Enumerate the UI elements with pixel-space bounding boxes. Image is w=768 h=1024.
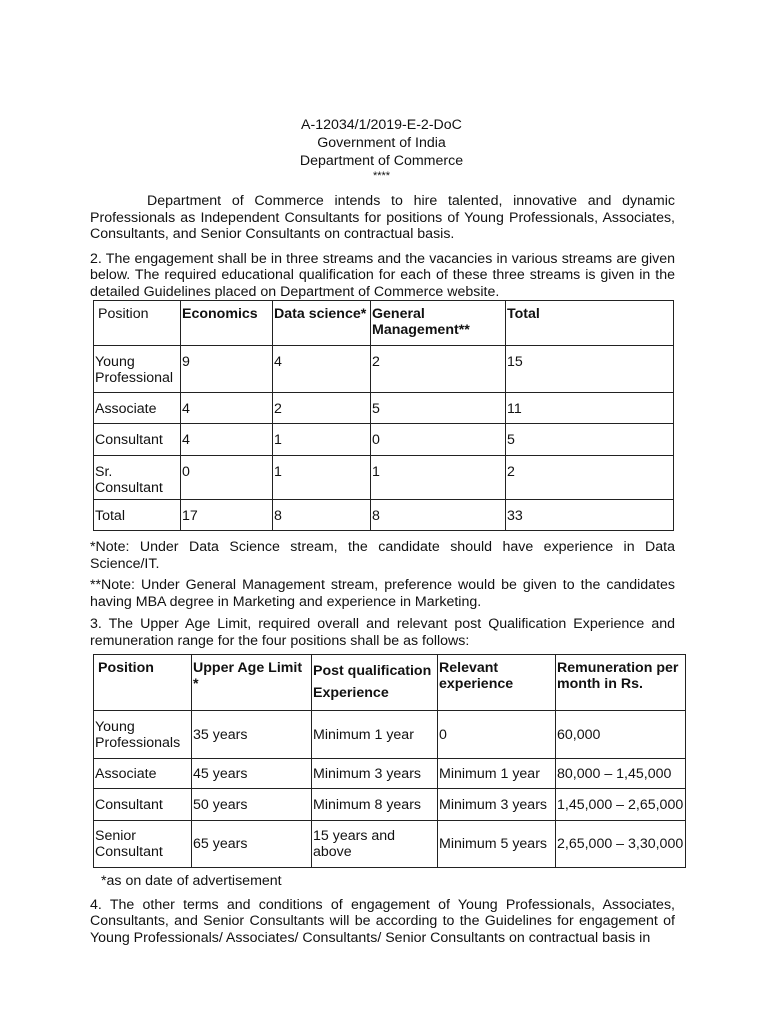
cell: Sr. Consultant [94, 456, 181, 500]
table-row [94, 500, 674, 531]
cell: Young Professional [94, 346, 181, 393]
cell: Total [94, 500, 181, 531]
general-management-note: **Note: Under General Management stream, preference would be given to the candidates having MBA degree in Marketing and experience in Marketing. [90, 577, 675, 610]
cell: 1 [273, 456, 371, 500]
cell: Associate [94, 759, 192, 789]
cell: 80,000 – 1,45,000 [556, 759, 686, 789]
cell: Senior Consultant [94, 821, 192, 868]
cell: Minimum 1 year [312, 711, 438, 759]
cell: 33 [506, 500, 674, 531]
cell: 60,000 [556, 711, 686, 759]
cell: Young Professionals [94, 711, 192, 759]
cell: 0 [181, 456, 273, 500]
cell: Consultant [94, 424, 181, 456]
table-row [94, 759, 686, 789]
cell: 1 [273, 424, 371, 456]
column-header: Data science* [273, 301, 371, 346]
cell: 17 [181, 500, 273, 531]
cell: Minimum 3 years [312, 759, 438, 789]
cell: 15 [506, 346, 674, 393]
cell: 35 years [192, 711, 312, 759]
cell: 1 [371, 456, 506, 500]
reference-number: A-12034/1/2019-E-2-DoC [301, 117, 462, 133]
remuneration-table [93, 654, 686, 868]
table-row [94, 424, 674, 456]
age-footnote: *as on date of advertisement [101, 873, 282, 889]
table-row [94, 456, 674, 500]
table-row [94, 789, 686, 821]
column-header: Total [506, 301, 674, 346]
age-limit-paragraph: 3. The Upper Age Limit, required overall and relevant post Qualification Experience and remuneration range for the four positions shall be as follows: [90, 616, 675, 649]
cell: 11 [506, 393, 674, 424]
document-header [88, 116, 675, 182]
cell: Consultant [94, 789, 192, 821]
streams-paragraph: 2. The engagement shall be in three streams and the vacancies in various streams are given below. The required educational qualification for each of these three streams is given in the detailed Guidelines placed on Department of Commerce website. [90, 250, 675, 300]
cell: 4 [273, 346, 371, 393]
department-name: Department of Commerce [299, 153, 464, 169]
cell: 0 [438, 711, 556, 759]
cell: 1,45,000 – 2,65,000 [556, 789, 686, 821]
column-header: Relevant experience [438, 655, 556, 711]
table-header-row [94, 655, 686, 711]
cell: 2 [371, 346, 506, 393]
cell: 2,65,000 – 3,30,000 [556, 821, 686, 868]
table-row [94, 346, 674, 393]
cell: 5 [506, 424, 674, 456]
cell: Minimum 5 years [438, 821, 556, 868]
column-header: Position [94, 301, 181, 346]
cell: 15 years and above [312, 821, 438, 868]
cell: 8 [371, 500, 506, 531]
cell: 50 years [192, 789, 312, 821]
cell: Minimum 8 years [312, 789, 438, 821]
column-header: Post qualification Experience [312, 655, 438, 711]
cell: 0 [371, 424, 506, 456]
government-name: Government of India [317, 135, 446, 151]
cell: 2 [506, 456, 674, 500]
separator-stars: **** [372, 170, 391, 182]
cell: 45 years [192, 759, 312, 789]
cell: 5 [371, 393, 506, 424]
table-row [94, 711, 686, 759]
cell: Minimum 3 years [438, 789, 556, 821]
cell: 65 years [192, 821, 312, 868]
column-header: Remuneration per month in Rs. [556, 655, 686, 711]
cell: Associate [94, 393, 181, 424]
table-row [94, 393, 674, 424]
cell: 2 [273, 393, 371, 424]
cell: Minimum 1 year [438, 759, 556, 789]
terms-paragraph: 4. The other terms and conditions of engagement of Young Professionals, Associates, Consultants, and Senior Consultants will be according to the Guidelines for engagement of Young Professionals/ Associates/ Consultants/ Senior Consultants on contractual basis in [90, 896, 675, 946]
column-header: Upper Age Limit * [192, 655, 312, 711]
column-header: Economics [181, 301, 273, 346]
cell: 8 [273, 500, 371, 531]
intro-paragraph: Department of Commerce intends to hire talented, innovative and dynamic Professionals as Independent Consultants for positions of Young Professionals, Associates, Consultants, and Senior Consultants on contractual basis. [90, 193, 675, 242]
cell: 4 [181, 424, 273, 456]
table-header-row [94, 301, 674, 346]
column-header: Position [94, 655, 192, 711]
vacancies-table [93, 300, 674, 531]
document-body [90, 116, 684, 946]
cell: 4 [181, 393, 273, 424]
cell: 9 [181, 346, 273, 393]
column-header: General Management** [371, 301, 506, 346]
data-science-note: *Note: Under Data Science stream, the candidate should have experience in Data Science/IT. [90, 539, 675, 572]
table-row [94, 821, 686, 868]
